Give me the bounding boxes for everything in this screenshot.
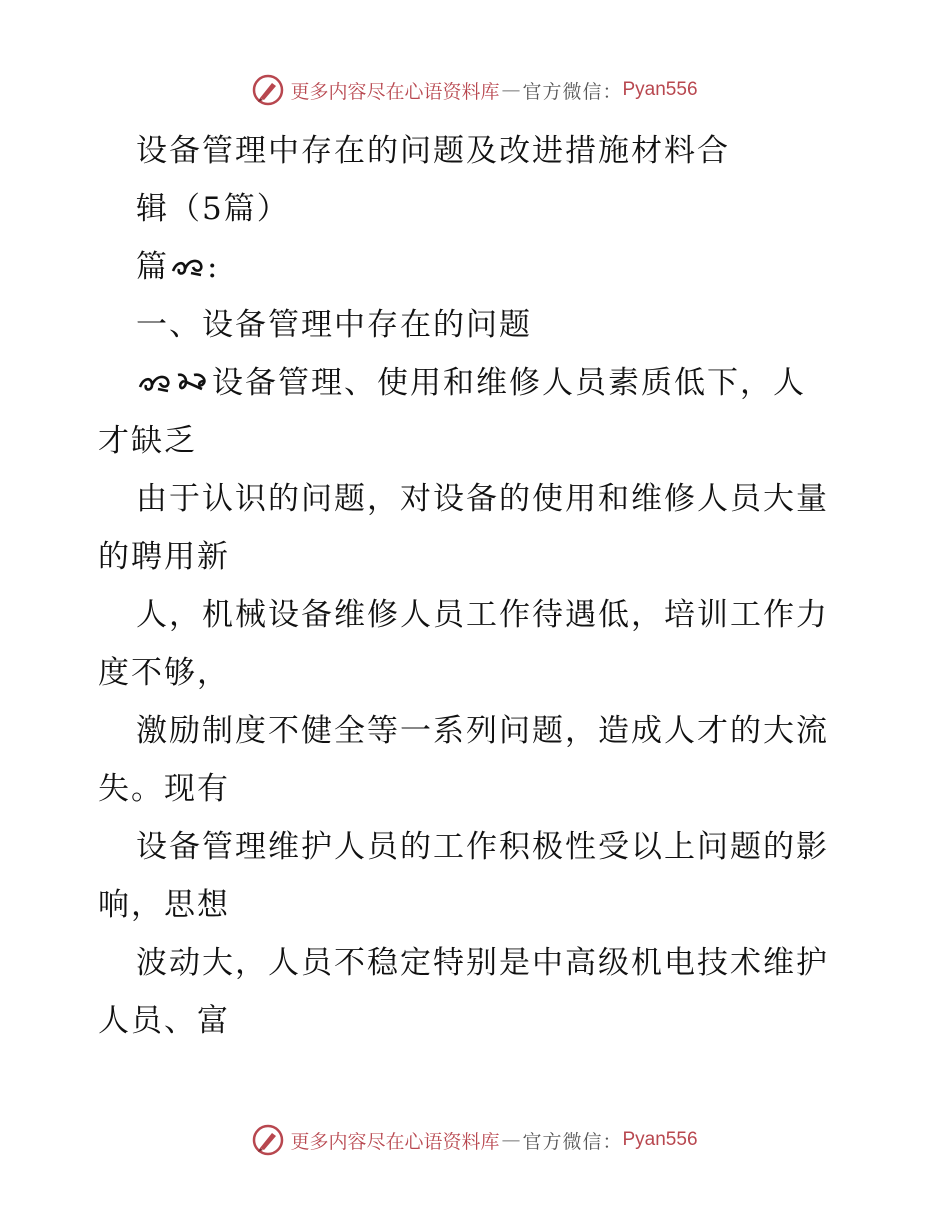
banner-wechat-id: Pyan556: [622, 79, 698, 100]
banner-wechat-label: 官方微信：: [522, 80, 623, 103]
document-title-line-1: 设备管理中存在的问题及改进措施材料合: [136, 133, 730, 169]
paragraph-6-line-2: 人员、富: [98, 1003, 230, 1039]
header-banner[interactable]: [0, 70, 950, 110]
section-label-suffix: :: [207, 249, 220, 285]
document-body: [98, 122, 858, 1050]
heading-1: 一、设备管理中存在的问题: [136, 307, 532, 343]
paragraph-2-line-2: 的聘用新: [98, 539, 230, 575]
document-title-line-2: 辑（5篇）: [136, 191, 290, 227]
ornament-glyph-icon: [136, 367, 174, 397]
paragraph-4-line-2: 失。现有: [98, 771, 230, 807]
paragraph-1-text: 设备管理、使用和维修人员素质低下，人: [212, 365, 806, 401]
section-label: [98, 238, 858, 296]
paragraph-1-line-1: [98, 354, 858, 412]
banner-separator: —: [501, 1129, 521, 1151]
footer-banner[interactable]: [0, 1120, 950, 1160]
quill-pen-logo-icon: [252, 74, 284, 106]
paragraph-6-line-1: 波动大，人员不稳定特别是中高级机电技术维护: [136, 945, 829, 981]
paragraph-5-line-2: 响，思想: [98, 887, 230, 923]
quill-pen-logo-icon: [252, 1124, 284, 1156]
banner-wechat-id: Pyan556: [622, 1129, 698, 1150]
paragraph-4-line-1: 激励制度不健全等一系列问题，造成人才的大流: [136, 713, 829, 749]
section-label-text: 篇: [136, 249, 169, 285]
banner-text: 更多内容尽在心语资料库: [290, 80, 500, 103]
paragraph-3-line-1: 人，机械设备维修人员工作待遇低，培训工作力: [136, 597, 829, 633]
paragraph-2-line-1: 由于认识的问题，对设备的使用和维修人员大量: [136, 481, 829, 517]
banner-wechat-label: 官方微信：: [522, 1130, 623, 1153]
banner-text: 更多内容尽在心语资料库: [290, 1130, 500, 1153]
ornament-glyph-icon: [174, 367, 212, 397]
paragraph-3-line-2: 度不够，: [98, 655, 230, 691]
paragraph-5-line-1: 设备管理维护人员的工作积极性受以上问题的影: [136, 829, 829, 865]
banner-separator: —: [501, 79, 521, 101]
ornament-glyph-icon: [169, 251, 207, 281]
paragraph-1-line-2: 才缺乏: [98, 423, 197, 459]
